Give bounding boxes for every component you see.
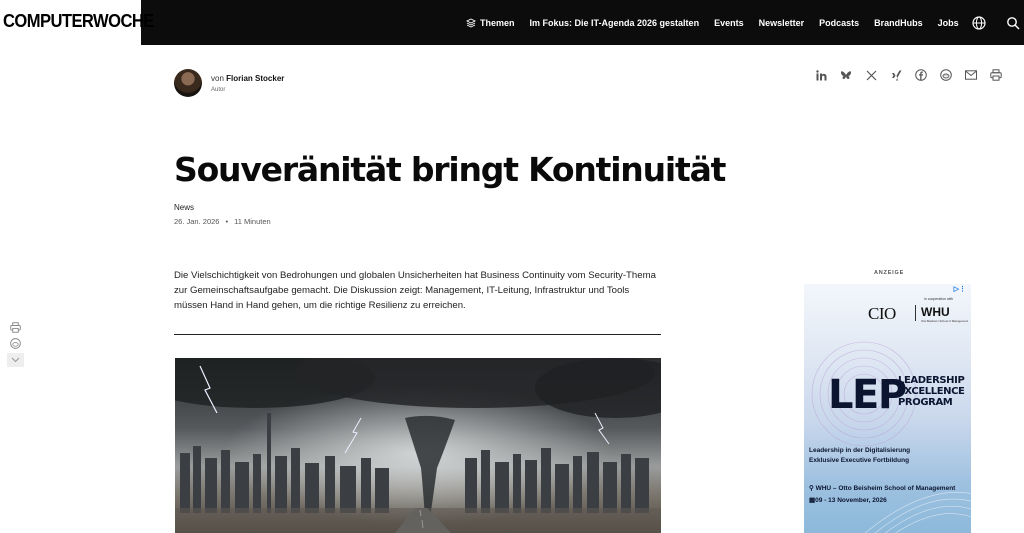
ad-program-line: EXCELLENCE: [898, 386, 965, 397]
ad-dates: [809, 496, 887, 504]
ad-program-line: LEADERSHIP: [898, 375, 965, 386]
reddit-icon[interactable]: [940, 69, 952, 81]
ad-whu-logo: WHU: [921, 305, 950, 319]
author-name[interactable]: Florian Stocker: [226, 73, 285, 83]
xing-icon[interactable]: [890, 69, 902, 81]
facebook-icon[interactable]: [915, 69, 927, 81]
ad-tagline-1: Leadership in der Digitalisierung: [809, 447, 911, 454]
nav-label: Themen: [480, 17, 515, 28]
ad-coop-text: in cooperation with: [924, 297, 954, 301]
ad-location-text: WHU – Otto Beisheim School of Management: [815, 485, 956, 492]
hero-image: [175, 358, 661, 533]
bluesky-icon[interactable]: [840, 69, 852, 81]
print-icon[interactable]: [990, 69, 1002, 81]
nav-label: Podcasts: [819, 17, 860, 28]
ad-logo-divider: [915, 305, 916, 321]
reddit-icon[interactable]: [10, 337, 22, 349]
author-byline: [211, 74, 284, 83]
top-navigation-bar: [0, 0, 1024, 45]
author-text: [211, 74, 284, 93]
logo-link[interactable]: [0, 0, 154, 45]
ad-dates-text: 09 - 13 November, 2026: [815, 497, 887, 504]
print-icon[interactable]: [10, 321, 22, 333]
article-title: Souveränität bringt Kontinuität: [174, 150, 726, 189]
chevron-down-icon[interactable]: [7, 353, 24, 367]
article-category[interactable]: News: [174, 203, 195, 212]
ad-location: [809, 484, 955, 492]
author-role: Autor: [211, 86, 226, 93]
site-logo: COMPUTERWOCHE: [3, 11, 154, 31]
nav-item-themen[interactable]: [466, 18, 515, 28]
adchoices-icon[interactable]: ▷⋮: [953, 286, 966, 293]
divider: [174, 334, 661, 335]
nav-label: Newsletter: [758, 17, 805, 28]
x-icon[interactable]: [865, 69, 877, 81]
nav-label: Events: [714, 17, 744, 28]
nav-item-newsletter[interactable]: [759, 18, 805, 28]
ad-banner[interactable]: [804, 284, 971, 533]
author-block: [174, 69, 284, 97]
article-date: 26. Jan. 2026: [174, 217, 220, 226]
nav-item-jobs[interactable]: [938, 18, 959, 28]
ad-cio-logo: CIO: [868, 304, 896, 323]
nav-item-brandhubs[interactable]: [874, 18, 923, 28]
linkedin-icon[interactable]: [815, 69, 827, 81]
ad-program-line: PROGRAM: [898, 397, 953, 408]
ad-lep-title: LEP: [828, 372, 906, 418]
globe-icon[interactable]: [971, 15, 987, 31]
ad-whu-subtitle: Otto Beisheim School of Management: [921, 319, 969, 323]
ad-tagline-2: Exklusive Executive Fortbildung: [809, 457, 910, 464]
search-icon[interactable]: [1005, 15, 1021, 31]
nav-item-im-fokus[interactable]: [530, 18, 700, 28]
nav-label: BrandHubs: [874, 17, 923, 28]
nav-label: Im Fokus: Die IT-Agenda 2026 gestalten: [529, 17, 700, 28]
share-bar: [815, 69, 1002, 81]
ad-program-name: [898, 375, 964, 408]
main-nav: [466, 0, 1024, 45]
location-pin-icon: ⚲: [809, 485, 814, 492]
ad-label: ANZEIGE: [874, 270, 905, 276]
mail-icon[interactable]: [965, 69, 977, 81]
meta-separator: •: [225, 217, 229, 226]
article-meta: [174, 217, 271, 226]
nav-item-events[interactable]: [714, 18, 744, 28]
calendar-icon: ▦: [809, 497, 816, 504]
nav-item-podcasts[interactable]: [819, 18, 859, 28]
nav-label: Jobs: [937, 17, 959, 28]
side-tools: [6, 321, 25, 367]
article-lead: Die Vielschichtigkeit von Bedrohungen und globalen Unsicherheiten hat Business Continuity vom Security-Thema zur Gemeinschaftsaufgabe gemacht. Die Diskussion zeigt: Management, IT-Leitung, Infrastruktur und Tools müssen Hand in Hand gehen, um die richtige Resilienz zu erreichen.: [174, 270, 656, 311]
author-prefix: von: [211, 73, 224, 83]
article-read-time: 11 Minuten: [234, 217, 271, 226]
avatar[interactable]: [174, 69, 202, 97]
layers-icon: [466, 18, 476, 28]
